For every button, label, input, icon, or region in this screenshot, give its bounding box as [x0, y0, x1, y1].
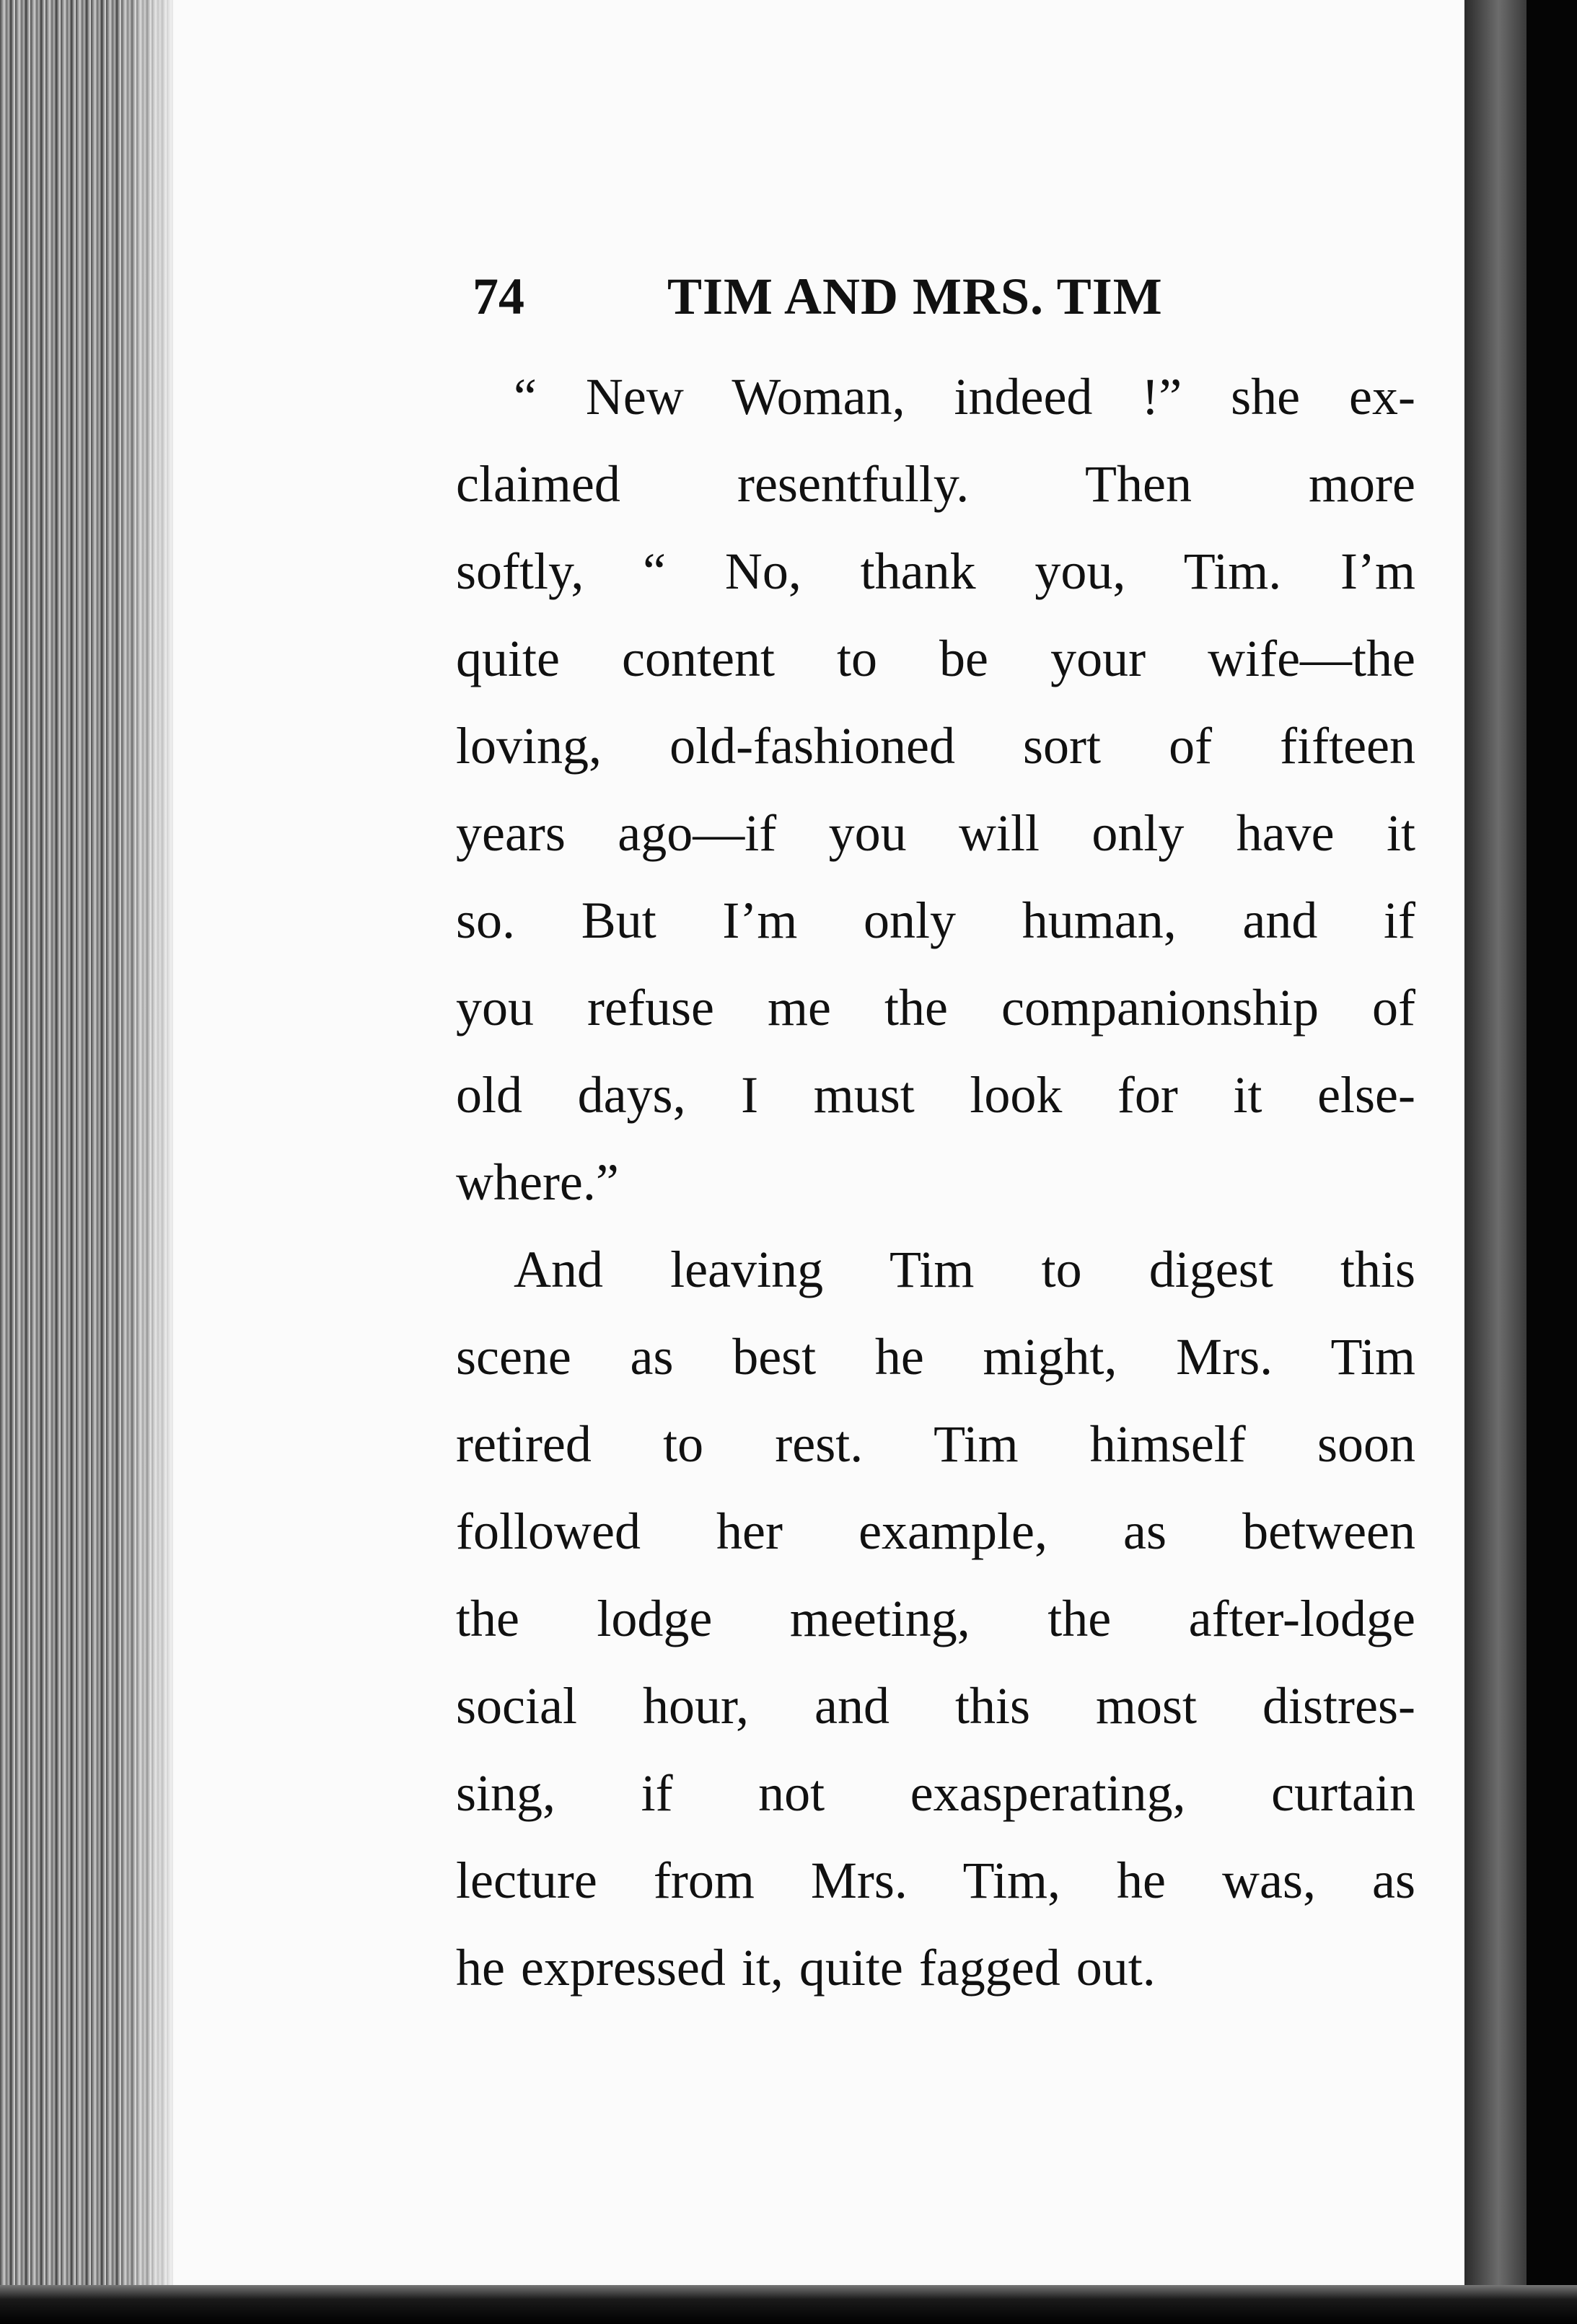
text-line: quite content to be your wife—the — [456, 630, 1415, 687]
text-line: sing, if not exasperating, curtain — [456, 1764, 1415, 1822]
text-line: followed her example, as between — [456, 1502, 1415, 1560]
text-line: years ago—if you will only have it — [456, 804, 1415, 862]
text-line: old days, I must look for it else- — [456, 1066, 1415, 1124]
text-line: lecture from Mrs. Tim, he was, as — [456, 1852, 1415, 1909]
running-title: TIM AND MRS. TIM — [667, 268, 1163, 325]
running-head — [473, 267, 1230, 332]
bottom-edge — [0, 2285, 1577, 2324]
text-line: And leaving Tim to digest this — [514, 1241, 1415, 1298]
text-line: the lodge meeting, the after-lodge — [456, 1590, 1415, 1647]
text-line: where.” — [456, 1153, 619, 1211]
page-number: 74 — [473, 268, 524, 325]
text-line: social hour, and this most distres- — [456, 1677, 1415, 1735]
book-binding — [1464, 0, 1527, 2324]
text-line: “ New Woman, indeed !” she ex- — [514, 368, 1415, 426]
text-line: retired to rest. Tim himself soon — [456, 1415, 1415, 1473]
body-text — [456, 353, 1415, 2012]
text-line: so. But I’m only human, and if — [456, 892, 1415, 949]
book-binding-shadow — [1527, 0, 1577, 2324]
text-line: you refuse me the companionship of — [456, 979, 1415, 1036]
text-line: claimed resentfully. Then more — [456, 455, 1415, 513]
text-line: scene as best he might, Mrs. Tim — [456, 1328, 1415, 1386]
text-line: softly, “ No, thank you, Tim. I’m — [456, 542, 1415, 600]
page-edges-fade — [115, 0, 180, 2324]
text-line: loving, old-fashioned sort of fifteen — [456, 717, 1415, 775]
text-line: he expressed it, quite fagged out. — [456, 1939, 1156, 1997]
